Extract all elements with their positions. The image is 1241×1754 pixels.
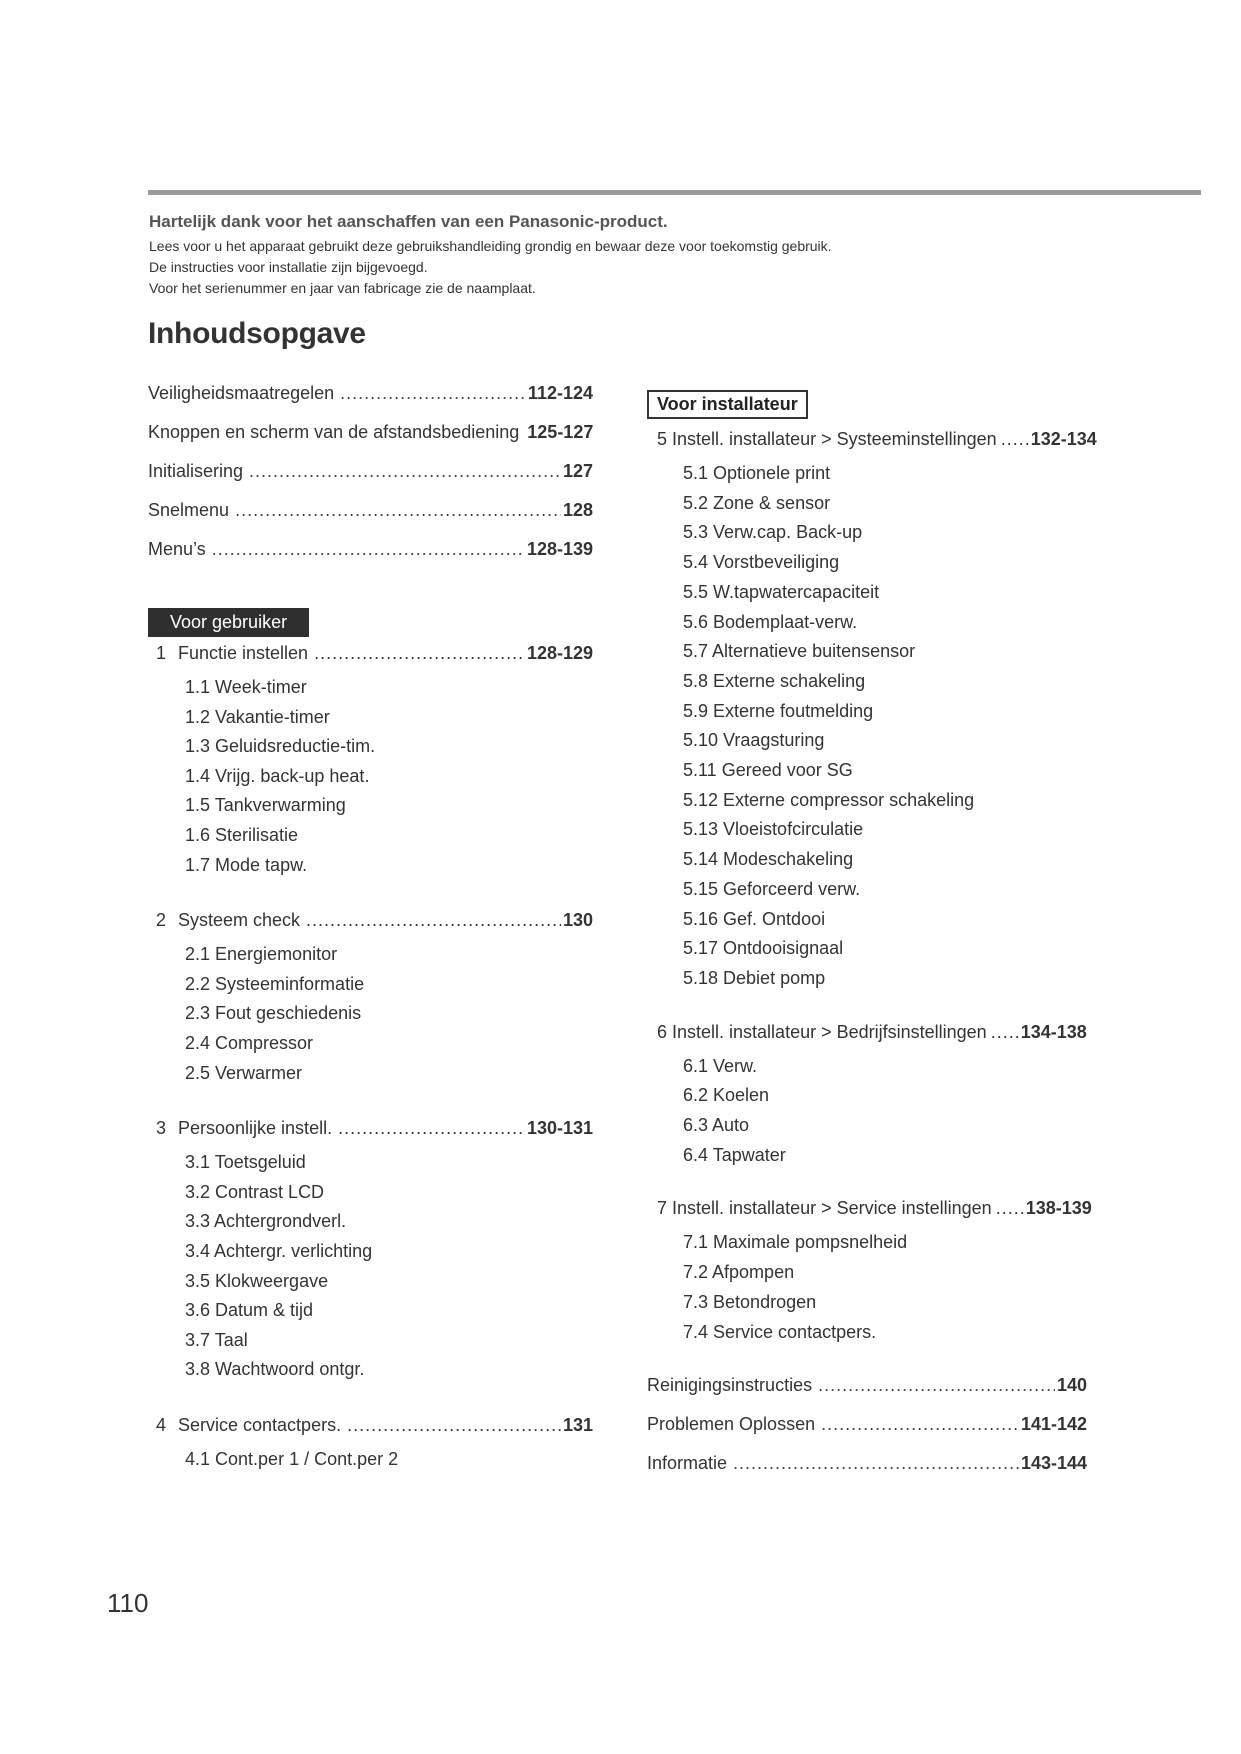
section-number: 3 (156, 1118, 167, 1139)
section-label: 7 Instell. installateur > Service instellingen (657, 1198, 992, 1219)
toc-label: Menu’s (148, 539, 206, 559)
toc-entry[interactable] (647, 1375, 1087, 1414)
section-number: 4 (156, 1414, 167, 1435)
toc-section-heading[interactable] (148, 910, 593, 940)
toc-entry[interactable] (148, 383, 593, 422)
section-label: 5 Instell. installateur > Systeeminstellingen (657, 429, 997, 449)
toc-subitem[interactable]: 7.1 Maximale pompsnelheid (683, 1232, 908, 1253)
toc-entry[interactable] (148, 539, 593, 578)
toc-section (148, 910, 593, 1088)
toc-subitem[interactable]: 5.15 Geforceerd verw. (683, 878, 861, 899)
header-rule (148, 190, 1201, 195)
page-number: 110 (107, 1588, 149, 1618)
toc-subitem[interactable]: 5.12 Externe compressor schakeling (683, 789, 975, 810)
toc-subitem[interactable]: 6.1 Verw. (683, 1055, 758, 1076)
main-toc (148, 383, 593, 578)
toc-page: 128 (562, 500, 593, 520)
toc-subitem[interactable]: 1.1 Week-timer (185, 677, 307, 697)
toc-subitem[interactable]: 5.8 Externe schakeling (683, 670, 866, 691)
section-page: 130 (562, 910, 593, 931)
toc-subitem[interactable]: 7.2 Afpompen (683, 1262, 795, 1283)
toc-subitem[interactable]: 5.17 Ontdooisignaal (683, 938, 844, 959)
toc-subitem[interactable]: 5.13 Vloeistofcirculatie (683, 819, 864, 840)
toc-subitem[interactable]: 3.2 Contrast LCD (185, 1181, 325, 1202)
toc-label: Reinigingsinstructies (647, 1375, 813, 1396)
intro-line: De instructies voor installatie zijn bijgevoegd. (149, 259, 428, 275)
toc-subitem[interactable]: 5.14 Modeschakeling (683, 849, 854, 870)
section-page: 128-129 (526, 643, 593, 663)
toc-subitem[interactable]: 5.3 Verw.cap. Back-up (683, 522, 863, 543)
toc-page: 125-127 (527, 422, 594, 442)
toc-subitem[interactable]: 1.7 Mode tapw. (185, 854, 308, 875)
toc-subitem[interactable]: 5.2 Zone & sensor (683, 492, 831, 513)
section-label: Persoonlijke instell. (178, 1118, 333, 1139)
right-column (647, 390, 1097, 1492)
toc-section-heading[interactable] (148, 1118, 593, 1148)
toc-label: Knoppen en scherm van de afstandsbediening (148, 422, 520, 442)
intro-block (149, 211, 1149, 299)
left-column (148, 383, 593, 1504)
toc-label: Snelmenu (148, 500, 230, 520)
section-page: 134-138 (1020, 1021, 1087, 1042)
toc-page: 112-124 (527, 383, 593, 403)
page-title: Inhoudsopgave (148, 317, 366, 350)
section-label: Functie instellen (178, 643, 309, 663)
toc-subitem[interactable]: 4.1 Cont.per 1 / Cont.per 2 (185, 1448, 399, 1469)
toc-subitem[interactable]: 3.1 Toetsgeluid (185, 1152, 306, 1173)
toc-section-heading[interactable] (148, 643, 593, 673)
toc-page: 128-139 (526, 539, 593, 559)
toc-subitem[interactable]: 5.11 Gereed voor SG (683, 760, 853, 781)
toc-section (148, 643, 593, 880)
toc-subitem[interactable]: 1.2 Vakantie-timer (185, 706, 330, 727)
toc-subitem[interactable]: 5.9 Externe foutmelding (683, 700, 874, 721)
toc-subitem[interactable]: 5.1 Optionele print (683, 463, 831, 483)
intro-line: Lees voor u het apparaat gebruikt deze gebruikshandleiding grondig en bewaar deze voor toekomstig gebruik. (149, 238, 832, 254)
toc-page: 141-142 (1020, 1414, 1087, 1435)
user-badge: Voor gebruiker (148, 608, 309, 637)
toc-section-heading[interactable] (148, 1415, 593, 1445)
toc-subitem[interactable]: 3.4 Achtergr. verlichting (185, 1240, 373, 1261)
toc-subitem[interactable]: 1.6 Sterilisatie (185, 824, 299, 845)
toc-page: 140 (1056, 1375, 1087, 1396)
toc-section (647, 429, 1097, 994)
toc-subitem[interactable]: 2.1 Energiemonitor (185, 944, 338, 965)
section-label: Systeem check (178, 910, 301, 931)
toc-subitem[interactable]: 6.3 Auto (683, 1115, 750, 1136)
toc-section (647, 1022, 1097, 1171)
toc-subitem[interactable]: 5.6 Bodemplaat-verw. (683, 611, 858, 632)
section-label: 6 Instell. installateur > Bedrijfsinstellingen (657, 1021, 987, 1042)
user-sections (148, 643, 593, 1474)
toc-page: 143-144 (1020, 1453, 1087, 1474)
toc-subitem[interactable]: 7.3 Betondrogen (683, 1291, 817, 1312)
toc-subitem[interactable]: 3.3 Achtergrondverl. (185, 1211, 347, 1232)
toc-section (647, 1198, 1097, 1347)
toc-entry[interactable] (647, 1414, 1087, 1453)
toc-entry[interactable] (647, 1453, 1087, 1492)
installer-badge: Voor installateur (647, 390, 808, 419)
toc-label: Veiligheidsmaatregelen (148, 383, 335, 403)
toc-entry[interactable] (148, 500, 593, 539)
toc-subitem[interactable]: 5.4 Vorstbeveiliging (683, 552, 840, 573)
intro-line: Voor het serienummer en jaar van fabricage zie de naamplaat. (149, 280, 536, 296)
toc-subitem[interactable]: 5.5 W.tapwatercapaciteit (683, 581, 880, 602)
section-page: 132-134 (1030, 429, 1097, 449)
toc-subitem[interactable]: 2.2 Systeeminformatie (185, 973, 365, 994)
toc-subitem[interactable]: 3.7 Taal (185, 1329, 248, 1350)
section-label: Service contactpers. (178, 1414, 342, 1435)
toc-subitem[interactable]: 2.5 Verwarmer (185, 1062, 303, 1083)
toc-page: 127 (562, 461, 593, 481)
toc-subitem[interactable]: 1.3 Geluidsreductie-tim. (185, 736, 376, 757)
toc-subitem[interactable]: 5.18 Debiet pomp (683, 967, 826, 988)
section-number: 2 (156, 910, 167, 931)
toc-subitem[interactable]: 5.7 Alternatieve buitensensor (683, 641, 916, 662)
toc-entry[interactable] (148, 461, 593, 500)
intro-thanks: Hartelijk dank voor het aanschaffen van een Panasonic-product. (149, 212, 668, 231)
toc-section-heading[interactable] (647, 1198, 1097, 1228)
toc-section (148, 1118, 593, 1385)
toc-subitem[interactable]: 3.6 Datum & tijd (185, 1300, 314, 1321)
section-page: 130-131 (526, 1118, 593, 1139)
toc-subitem[interactable]: 7.4 Service contactpers. (683, 1321, 877, 1342)
toc-subitem[interactable]: 3.5 Klokweergave (185, 1270, 329, 1291)
toc-label: Initialisering (148, 461, 244, 481)
toc-subitem[interactable]: 2.3 Fout geschiedenis (185, 1003, 362, 1024)
toc-subitem[interactable]: 1.4 Vrijg. back-up heat. (185, 765, 370, 786)
toc-entry[interactable] (148, 422, 593, 461)
toc-subitem[interactable]: 5.16 Gef. Ontdooi (683, 908, 826, 929)
toc-subitem[interactable]: 6.4 Tapwater (683, 1144, 786, 1165)
toc-subitem[interactable]: 5.10 Vraagsturing (683, 730, 825, 751)
toc-section-heading[interactable] (647, 429, 1097, 459)
toc-section (148, 1415, 593, 1475)
toc-subitem[interactable]: 1.5 Tankverwarming (185, 795, 346, 816)
toc-section-heading[interactable] (647, 1022, 1097, 1052)
installer-sections (647, 429, 1097, 1347)
toc-subitem[interactable]: 2.4 Compressor (185, 1032, 314, 1053)
section-number: 1 (156, 643, 167, 663)
section-page: 138-139 (1025, 1198, 1092, 1219)
section-page: 131 (562, 1414, 593, 1435)
toc-subitem[interactable]: 6.2 Koelen (683, 1085, 770, 1106)
toc-label: Problemen Oplossen (647, 1414, 816, 1435)
toc-label: Informatie (647, 1453, 728, 1474)
end-toc (647, 1375, 1097, 1492)
toc-subitem[interactable]: 3.8 Wachtwoord ontgr. (185, 1359, 365, 1380)
